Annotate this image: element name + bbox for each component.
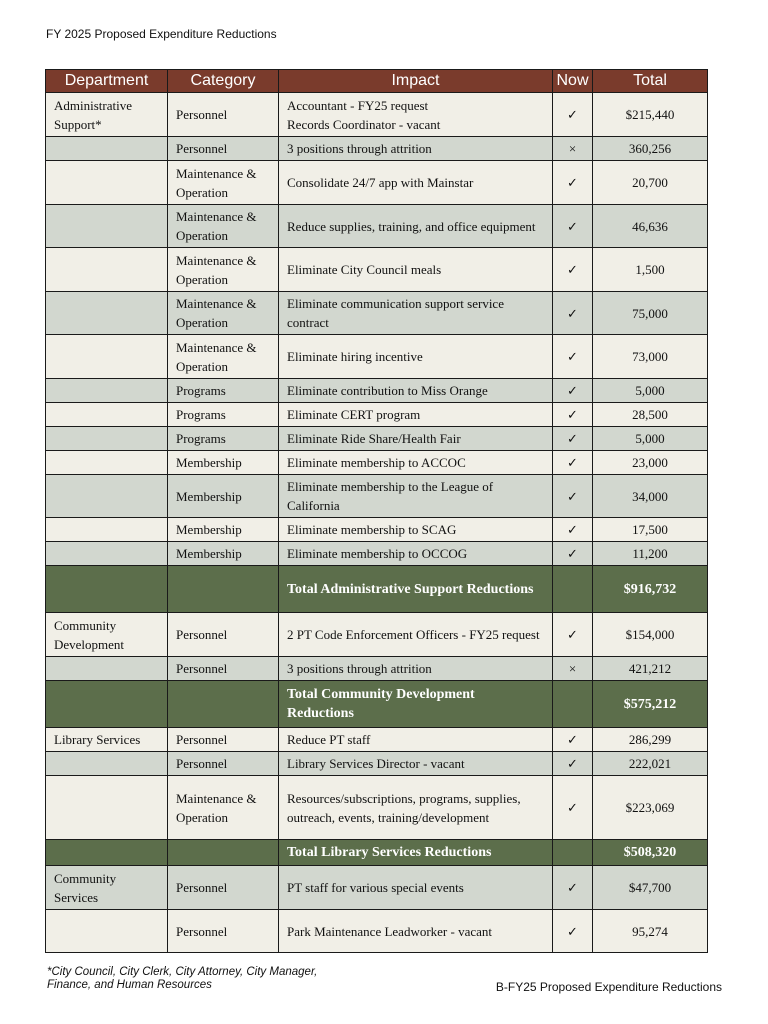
department-cell xyxy=(46,335,168,379)
total-cell: 75,000 xyxy=(593,292,708,335)
table-row xyxy=(46,657,708,681)
impact-cell: Total Administrative Support Reductions xyxy=(279,566,553,613)
department-cell xyxy=(46,681,168,728)
now-cell: ✓ xyxy=(553,379,593,403)
category-cell: Personnel xyxy=(168,657,279,681)
total-cell: $47,700 xyxy=(593,866,708,910)
footnote-line: Finance, and Human Resources xyxy=(47,979,212,991)
department-cell xyxy=(46,379,168,403)
department-cell: Community Services xyxy=(46,866,168,910)
department-cell xyxy=(46,292,168,335)
now-cell xyxy=(553,681,593,728)
category-cell: Membership xyxy=(168,518,279,542)
table-row xyxy=(46,161,708,205)
total-cell: 222,021 xyxy=(593,752,708,776)
department-cell xyxy=(46,248,168,292)
impact-cell: 3 positions through attrition xyxy=(279,137,553,161)
total-cell: 23,000 xyxy=(593,451,708,475)
table-row xyxy=(46,427,708,451)
impact-cell: 2 PT Code Enforcement Officers - FY25 request xyxy=(279,613,553,657)
table-body xyxy=(46,93,708,953)
department-cell: Library Services xyxy=(46,728,168,752)
total-cell: $575,212 xyxy=(593,681,708,728)
now-cell: ✓ xyxy=(553,542,593,566)
expenditure-reductions-table xyxy=(45,69,708,953)
header-total: Total xyxy=(593,70,708,93)
header-now: Now xyxy=(553,70,593,93)
department-cell xyxy=(46,518,168,542)
category-cell: Personnel xyxy=(168,752,279,776)
total-cell: 46,636 xyxy=(593,205,708,248)
total-cell: 34,000 xyxy=(593,475,708,518)
total-cell: 421,212 xyxy=(593,657,708,681)
page-label: B-FY25 Proposed Expenditure Reductions xyxy=(495,980,722,994)
category-cell: Personnel xyxy=(168,910,279,953)
department-cell xyxy=(46,910,168,953)
category-cell xyxy=(168,681,279,728)
now-cell: ✓ xyxy=(553,335,593,379)
impact-cell: Eliminate hiring incentive xyxy=(279,335,553,379)
department-cell xyxy=(46,161,168,205)
table-row xyxy=(46,137,708,161)
now-cell: × xyxy=(553,657,593,681)
category-cell: Maintenance & Operation xyxy=(168,776,279,840)
category-cell: Maintenance & Operation xyxy=(168,161,279,205)
category-cell: Maintenance & Operation xyxy=(168,205,279,248)
now-cell: ✓ xyxy=(553,205,593,248)
table-row xyxy=(46,910,708,953)
now-cell: ✓ xyxy=(553,248,593,292)
total-cell: 5,000 xyxy=(593,379,708,403)
category-cell: Personnel xyxy=(168,728,279,752)
impact-cell: Reduce supplies, training, and office equipment xyxy=(279,205,553,248)
table-row xyxy=(46,292,708,335)
total-cell: 95,274 xyxy=(593,910,708,953)
now-cell: ✓ xyxy=(553,475,593,518)
header-department: Department xyxy=(46,70,168,93)
now-cell: × xyxy=(553,137,593,161)
total-cell: 73,000 xyxy=(593,335,708,379)
impact-cell: Eliminate communication support service contract xyxy=(279,292,553,335)
table-header-row xyxy=(46,70,708,93)
total-cell: 17,500 xyxy=(593,518,708,542)
department-cell xyxy=(46,840,168,866)
now-cell: ✓ xyxy=(553,752,593,776)
subtotal-row xyxy=(46,840,708,866)
header-category: Category xyxy=(168,70,279,93)
now-cell: ✓ xyxy=(553,518,593,542)
department-cell xyxy=(46,566,168,613)
department-cell xyxy=(46,542,168,566)
category-cell xyxy=(168,840,279,866)
total-cell: $223,069 xyxy=(593,776,708,840)
table-row xyxy=(46,379,708,403)
table-row xyxy=(46,335,708,379)
department-cell xyxy=(46,451,168,475)
now-cell: ✓ xyxy=(553,403,593,427)
total-cell: $508,320 xyxy=(593,840,708,866)
table-row xyxy=(46,613,708,657)
table-row xyxy=(46,93,708,137)
department-cell: Community Development xyxy=(46,613,168,657)
category-cell: Maintenance & Operation xyxy=(168,292,279,335)
impact-cell: Eliminate Ride Share/Health Fair xyxy=(279,427,553,451)
impact-cell: Eliminate contribution to Miss Orange xyxy=(279,379,553,403)
category-cell: Programs xyxy=(168,403,279,427)
total-cell: 1,500 xyxy=(593,248,708,292)
department-cell: Administrative Support* xyxy=(46,93,168,137)
category-cell: Programs xyxy=(168,427,279,451)
total-cell: 360,256 xyxy=(593,137,708,161)
category-cell: Personnel xyxy=(168,93,279,137)
table-row xyxy=(46,475,708,518)
total-cell: 11,200 xyxy=(593,542,708,566)
department-cell xyxy=(46,752,168,776)
now-cell: ✓ xyxy=(553,427,593,451)
total-cell: $215,440 xyxy=(593,93,708,137)
now-cell: ✓ xyxy=(553,910,593,953)
department-cell xyxy=(46,205,168,248)
impact-cell: Library Services Director - vacant xyxy=(279,752,553,776)
now-cell: ✓ xyxy=(553,451,593,475)
now-cell xyxy=(553,840,593,866)
table-row xyxy=(46,776,708,840)
table-row xyxy=(46,403,708,427)
department-cell xyxy=(46,776,168,840)
table-row xyxy=(46,752,708,776)
table-row xyxy=(46,205,708,248)
category-cell: Membership xyxy=(168,451,279,475)
now-cell: ✓ xyxy=(553,292,593,335)
category-cell: Maintenance & Operation xyxy=(168,335,279,379)
impact-cell: Accountant - FY25 request Records Coordinator - vacant xyxy=(279,93,553,137)
now-cell: ✓ xyxy=(553,776,593,840)
department-cell xyxy=(46,475,168,518)
subtotal-row xyxy=(46,681,708,728)
table-row xyxy=(46,728,708,752)
total-cell: $916,732 xyxy=(593,566,708,613)
total-cell: 286,299 xyxy=(593,728,708,752)
category-cell xyxy=(168,566,279,613)
footnote xyxy=(47,966,317,992)
document-title: FY 2025 Proposed Expenditure Reductions xyxy=(46,27,277,41)
impact-cell: Reduce PT staff xyxy=(279,728,553,752)
table-row xyxy=(46,248,708,292)
header-impact: Impact xyxy=(279,70,553,93)
now-cell: ✓ xyxy=(553,728,593,752)
impact-cell: Consolidate 24/7 app with Mainstar xyxy=(279,161,553,205)
total-cell: 28,500 xyxy=(593,403,708,427)
category-cell: Personnel xyxy=(168,137,279,161)
table-row xyxy=(46,451,708,475)
now-cell: ✓ xyxy=(553,161,593,205)
total-cell: 5,000 xyxy=(593,427,708,451)
impact-cell: Total Library Services Reductions xyxy=(279,840,553,866)
total-cell: $154,000 xyxy=(593,613,708,657)
impact-cell: Eliminate City Council meals xyxy=(279,248,553,292)
impact-cell: Eliminate membership to OCCOG xyxy=(279,542,553,566)
category-cell: Membership xyxy=(168,475,279,518)
category-cell: Programs xyxy=(168,379,279,403)
impact-cell: 3 positions through attrition xyxy=(279,657,553,681)
impact-cell: Eliminate membership to the League of California xyxy=(279,475,553,518)
category-cell: Personnel xyxy=(168,866,279,910)
department-cell xyxy=(46,657,168,681)
now-cell: ✓ xyxy=(553,93,593,137)
footnote-line: *City Council, City Clerk, City Attorney, City Manager, xyxy=(47,966,318,978)
table-row xyxy=(46,866,708,910)
subtotal-row xyxy=(46,566,708,613)
impact-cell: Park Maintenance Leadworker - vacant xyxy=(279,910,553,953)
category-cell: Personnel xyxy=(168,613,279,657)
department-cell xyxy=(46,137,168,161)
impact-cell: Eliminate membership to SCAG xyxy=(279,518,553,542)
now-cell xyxy=(553,566,593,613)
department-cell xyxy=(46,427,168,451)
impact-cell: PT staff for various special events xyxy=(279,866,553,910)
category-cell: Maintenance & Operation xyxy=(168,248,279,292)
table-row xyxy=(46,518,708,542)
impact-cell: Resources/subscriptions, programs, supplies, outreach, events, training/development xyxy=(279,776,553,840)
table-row xyxy=(46,542,708,566)
now-cell: ✓ xyxy=(553,866,593,910)
now-cell: ✓ xyxy=(553,613,593,657)
impact-cell: Eliminate CERT program xyxy=(279,403,553,427)
impact-cell: Total Community Development Reductions xyxy=(279,681,553,728)
total-cell: 20,700 xyxy=(593,161,708,205)
category-cell: Membership xyxy=(168,542,279,566)
impact-cell: Eliminate membership to ACCOC xyxy=(279,451,553,475)
department-cell xyxy=(46,403,168,427)
